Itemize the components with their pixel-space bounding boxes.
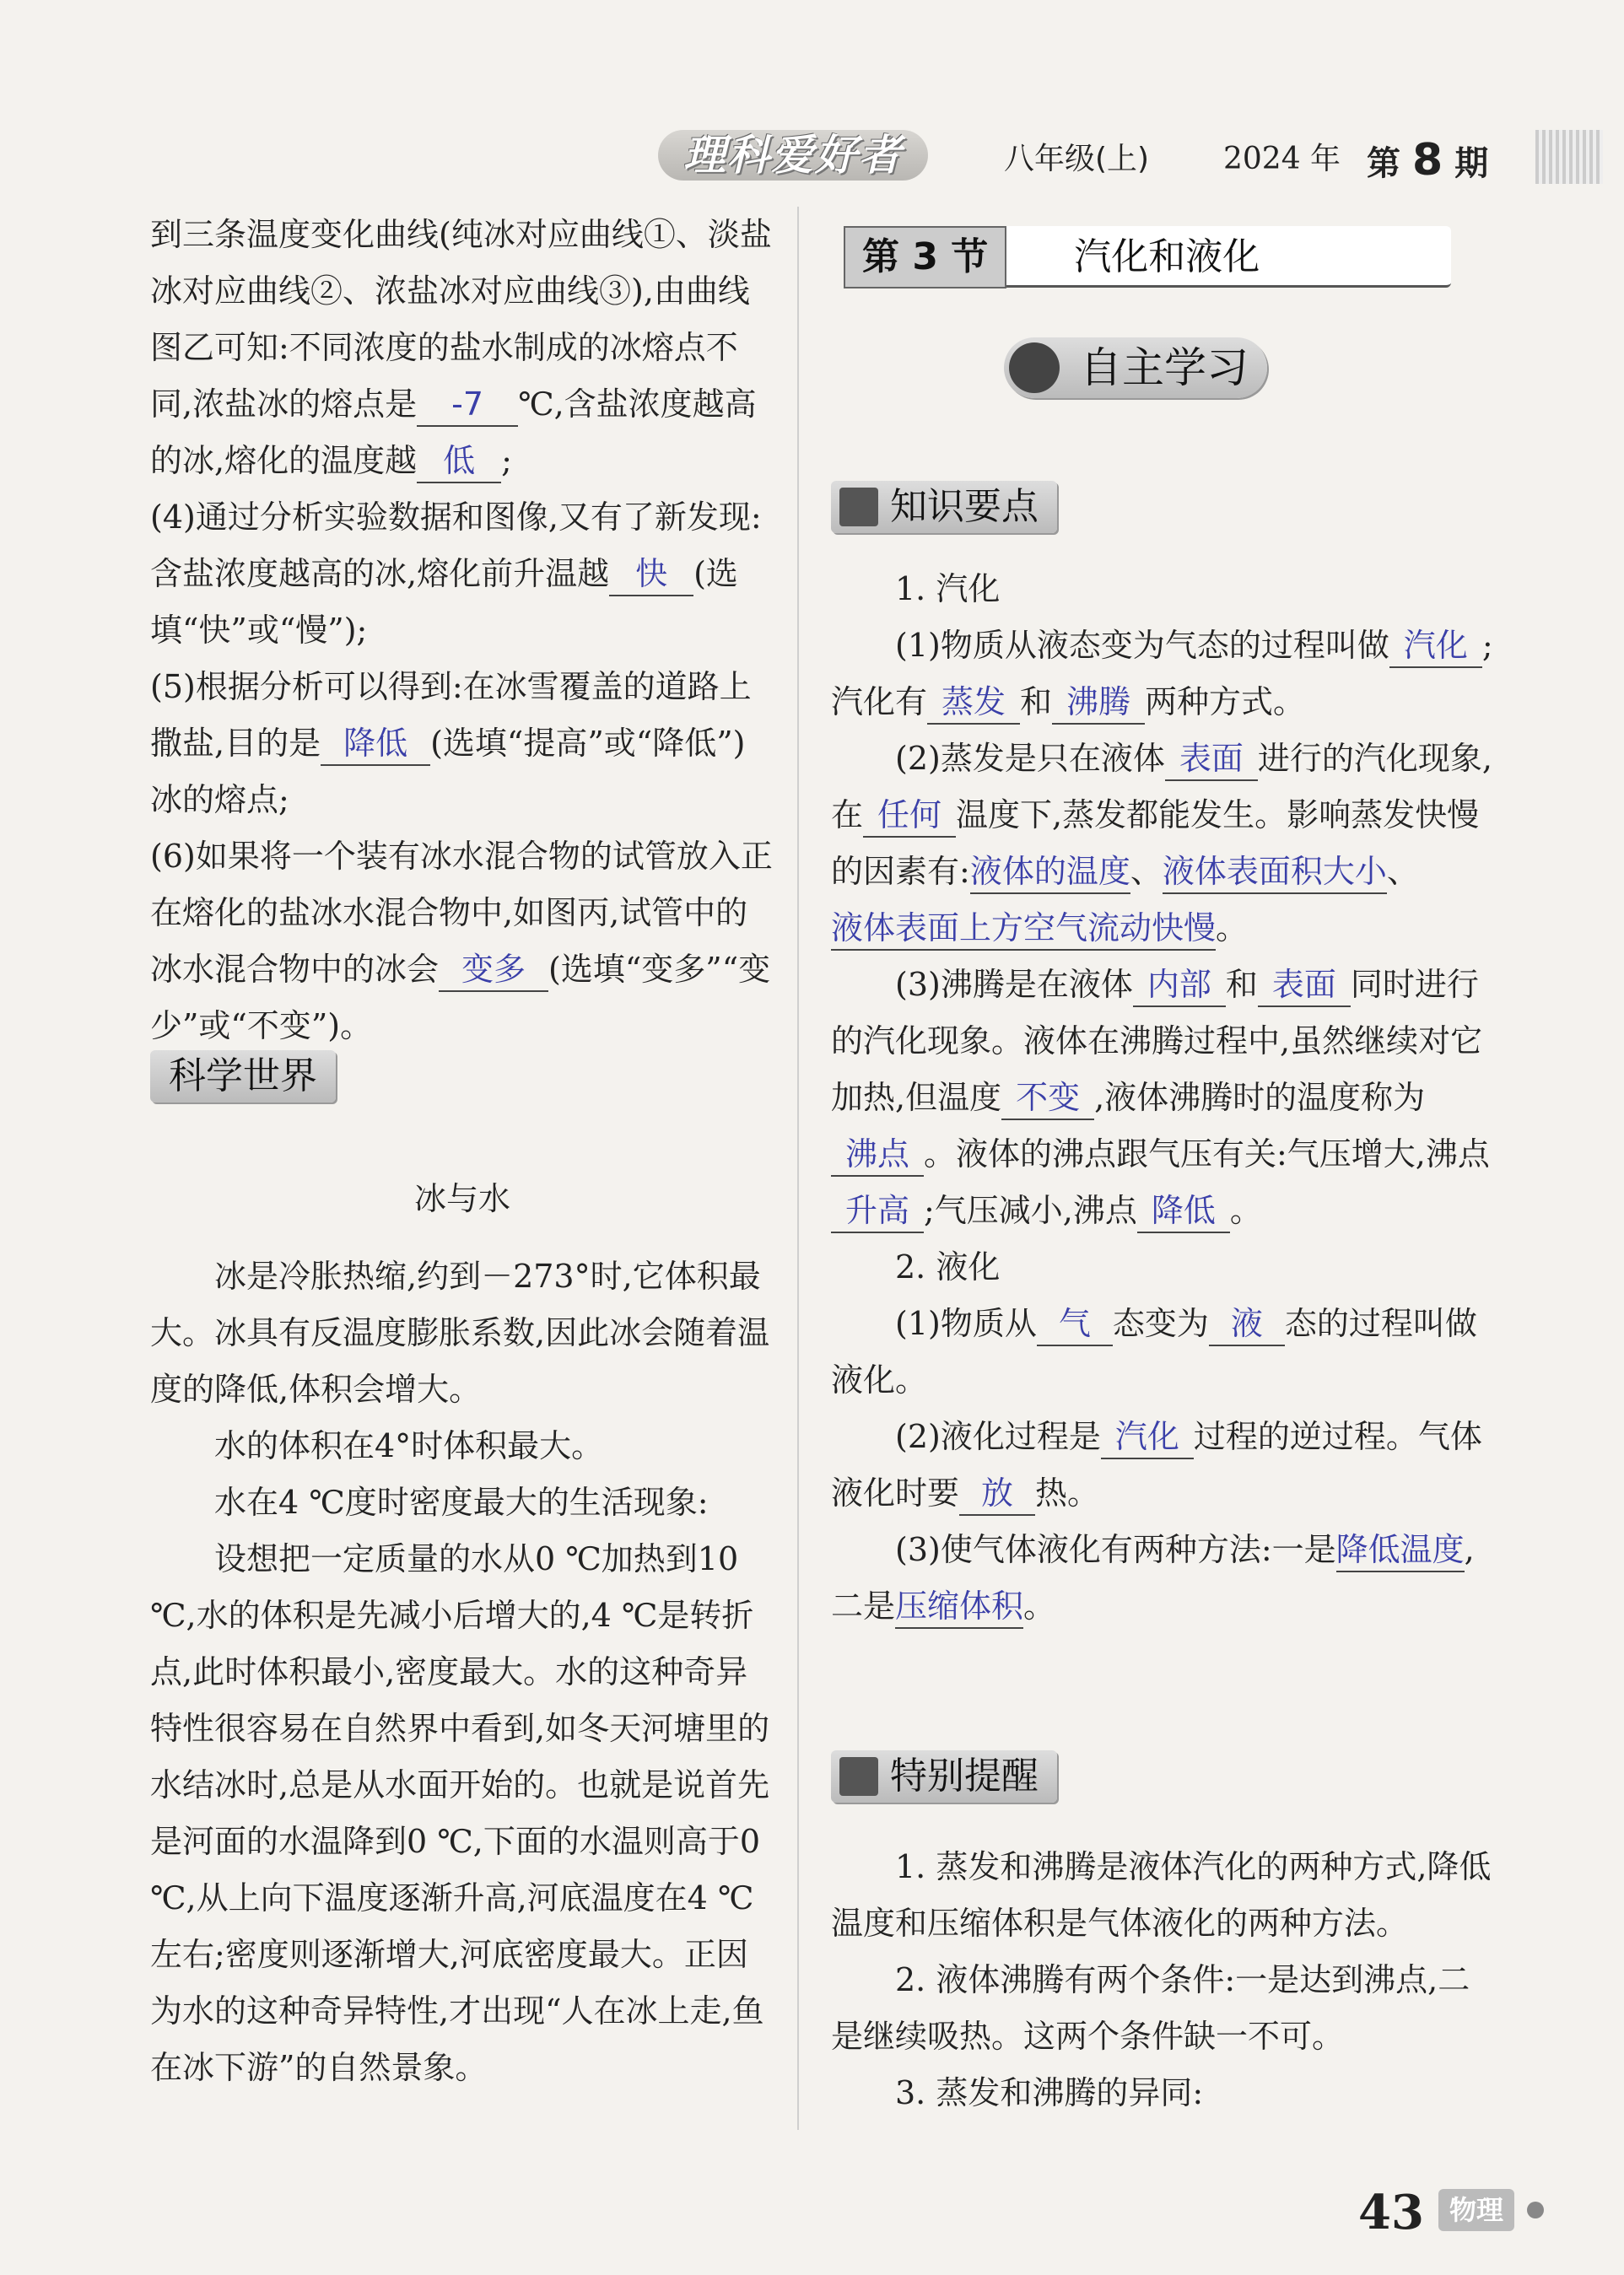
text: 和 xyxy=(1020,683,1053,720)
answer-blank: 蒸发 xyxy=(927,681,1020,725)
grade-label: 八年级(上) xyxy=(1004,142,1150,176)
self-study-icon xyxy=(1009,342,1060,393)
page-header xyxy=(641,125,1578,192)
answer-blank: 气 xyxy=(1037,1302,1113,1346)
header-stripes xyxy=(1535,130,1603,184)
text: (1)物质从 xyxy=(895,1305,1037,1342)
tip-item: 1. 蒸发和沸腾是液体汽化的两种方式,降低温度和压缩体积是气体液化的两种方法。 xyxy=(831,1848,1492,1942)
self-study-banner xyxy=(1004,337,1267,398)
text: (3)沸腾是在液体 xyxy=(895,966,1133,1003)
tips-label: 特别提醒 xyxy=(890,1755,1039,1798)
text: 温度下,蒸发都能发生。影响蒸发快慢的因素有: xyxy=(831,796,1480,890)
column-divider xyxy=(797,207,799,2130)
article-paragraph: 水在4 ℃度时密度最大的生活现象: xyxy=(214,1484,709,1521)
text: ;气压减小,沸点 xyxy=(924,1192,1137,1229)
subject-tag: 物理 xyxy=(1438,2189,1514,2231)
article-body xyxy=(150,1248,774,2096)
issue-suffix: 期 xyxy=(1454,144,1489,183)
paragraph-q5 xyxy=(150,659,774,828)
answer-blank: -7 xyxy=(417,383,518,427)
text: (3)使气体液化有两种方法:一是 xyxy=(895,1531,1336,1568)
article-title: 冰与水 xyxy=(413,1180,510,1217)
key-points-icon xyxy=(839,488,878,526)
answer-blank: 液体表面上方空气流动快慢 xyxy=(831,907,1216,951)
text: 热。 xyxy=(1035,1474,1100,1512)
answer-blank: 变多 xyxy=(439,948,548,992)
key-points-banner xyxy=(831,481,1057,533)
page-number: 43 xyxy=(1358,2185,1424,2240)
paragraph-2-3 xyxy=(831,1522,1497,1635)
article-paragraph: 水的体积在4°时体积最大。 xyxy=(214,1427,604,1464)
text: 进行的汽化现象,在 xyxy=(831,740,1492,833)
section-number: 第 3 节 xyxy=(844,226,1006,288)
text: 态的过程叫做液化。 xyxy=(831,1305,1477,1399)
text: ℃,含盐浓度越高的冰,熔化的温度越 xyxy=(150,385,757,479)
right-column xyxy=(831,561,1497,1635)
answer-blank: 降低 xyxy=(321,722,430,766)
science-world-banner: 科学世界 xyxy=(150,1050,336,1102)
answer-blank: 沸腾 xyxy=(1052,681,1145,725)
answer-blank: 汽化 xyxy=(1389,624,1482,668)
answer-blank: 降低 xyxy=(1137,1189,1230,1233)
tips-banner xyxy=(831,1750,1057,1803)
issue-label xyxy=(1367,135,1488,186)
text: 。液体的沸点跟气压有关:气压增大,沸点 xyxy=(924,1135,1490,1173)
answer-blank: 压缩体积 xyxy=(895,1585,1023,1629)
text: (4)通过分析实验数据和图像,又有了新发现:含盐浓度越高的冰,熔化前升温越 xyxy=(150,499,762,592)
paragraph-2-1 xyxy=(831,1296,1497,1409)
key-points-label: 知识要点 xyxy=(890,485,1039,528)
answer-blank: 放 xyxy=(959,1472,1035,1516)
paragraph-q6 xyxy=(150,828,774,1054)
text: 、 xyxy=(1386,853,1419,890)
text: 态变为 xyxy=(1112,1305,1209,1342)
heading-liquefaction: 2. 液化 xyxy=(895,1248,1001,1286)
paragraph-q3 xyxy=(150,207,774,489)
answer-blank: 内部 xyxy=(1133,963,1226,1007)
paragraph-1-3 xyxy=(831,957,1497,1239)
heading-vaporization: 1. 汽化 xyxy=(895,570,1001,607)
answer-blank: 液 xyxy=(1209,1302,1285,1346)
issue-prefix: 第 xyxy=(1367,144,1400,183)
section-title: 汽化和液化 xyxy=(1074,235,1260,278)
self-study-label: 自主学习 xyxy=(1080,343,1249,392)
text: 。 xyxy=(1216,909,1249,946)
text: (选填“提高”或“降低”)冰的熔点; xyxy=(150,725,746,818)
paragraph-1-2 xyxy=(831,730,1497,957)
text: 。 xyxy=(1229,1192,1262,1229)
answer-blank: 升高 xyxy=(831,1189,924,1233)
answer-blank: 液体的温度 xyxy=(970,850,1130,894)
tip-item: 3. 蒸发和沸腾的异同: xyxy=(895,2074,1204,2111)
left-column xyxy=(150,207,774,1054)
tip-item: 2. 液体沸腾有两个条件:一是达到沸点,二是继续吸热。这两个条件缺一不可。 xyxy=(831,1961,1470,2055)
text: (1)物质从液态变为气态的过程叫做 xyxy=(895,627,1389,664)
text: (2)液化过程是 xyxy=(895,1418,1101,1455)
year-label: 2024 年 xyxy=(1223,142,1341,176)
answer-blank: 快 xyxy=(609,553,693,596)
article-paragraph: 设想把一定质量的水从0 ℃加热到10 ℃,水的体积是先减小后增大的,4 ℃是转折点,此时体积最小,密度最大。水的这种奇异特性很容易在自然界中看到,如冬天河塘里的水结冰时,总是从水面开始的。也就是说首先是河面的水温降到0 ℃,下面的水温则高于0 ℃,从上向下温度逐渐升高,河底温度在4 ℃左右;密度则逐渐增大,河底密度最大。正因为水的这种奇异特性,才出现“人在冰上走,鱼在冰下游”的自然景象。 xyxy=(150,1540,770,2086)
answer-blank: 低 xyxy=(417,439,501,483)
text: (6)如果将一个装有冰水混合物的试管放入正在熔化的盐冰水混合物中,如图丙,试管中的冰水混合物中的冰会 xyxy=(150,838,773,988)
paragraph-q4 xyxy=(150,489,774,659)
text: 。 xyxy=(1023,1588,1056,1625)
answer-blank: 不变 xyxy=(1001,1076,1094,1120)
tips-icon xyxy=(839,1757,878,1796)
answer-blank: 汽化 xyxy=(1101,1415,1194,1459)
text: 和 xyxy=(1225,966,1258,1003)
text: (2)蒸发是只在液体 xyxy=(895,740,1165,777)
footer-dot-icon xyxy=(1527,2202,1544,2218)
answer-blank: 表面 xyxy=(1165,737,1258,781)
text: 、 xyxy=(1130,853,1163,890)
text: ;汽化有 xyxy=(831,627,1493,720)
answer-blank: 降低温度 xyxy=(1336,1528,1465,1572)
text: 过程的逆过程。气体液化时要 xyxy=(831,1418,1482,1512)
text: ; xyxy=(501,442,512,479)
section-heading xyxy=(844,226,1451,288)
text: 两种方式。 xyxy=(1145,683,1306,720)
answer-blank: 表面 xyxy=(1258,963,1351,1007)
paragraph-2-2 xyxy=(831,1409,1497,1522)
answer-blank: 沸点 xyxy=(831,1133,924,1177)
brand-logo: 理科爱好者 xyxy=(658,130,928,181)
text: (选填“变多”“变少”或“不变”)。 xyxy=(150,951,771,1044)
text: 到三条温度变化曲线(纯冰对应曲线①、淡盐冰对应曲线②、浓盐冰对应曲线③),由曲线图乙可知:不同浓度的盐水制成的冰熔点不同,浓盐冰的熔点是 xyxy=(150,216,772,423)
paragraph-1-1 xyxy=(831,617,1497,730)
text: ,二是 xyxy=(831,1531,1475,1625)
tips-body xyxy=(831,1839,1497,2121)
answer-blank: 液体表面积大小 xyxy=(1163,850,1387,894)
text: ,液体沸腾时的温度称为 xyxy=(1094,1079,1426,1116)
answer-blank: 任何 xyxy=(863,794,956,838)
text: (选填“快”或“慢”); xyxy=(150,555,738,649)
article-paragraph: 冰是冷胀热缩,约到－273°时,它体积最大。冰具有反温度膨胀系数,因此冰会随着温度的降低,体积会增大。 xyxy=(150,1258,770,1408)
issue-number: 8 xyxy=(1412,135,1443,186)
text: 同时进行的汽化现象。液体在沸腾过程中,虽然继续对它加热,但温度 xyxy=(831,966,1483,1116)
text: (5)根据分析可以得到:在冰雪覆盖的道路上撒盐,目的是 xyxy=(150,668,752,762)
